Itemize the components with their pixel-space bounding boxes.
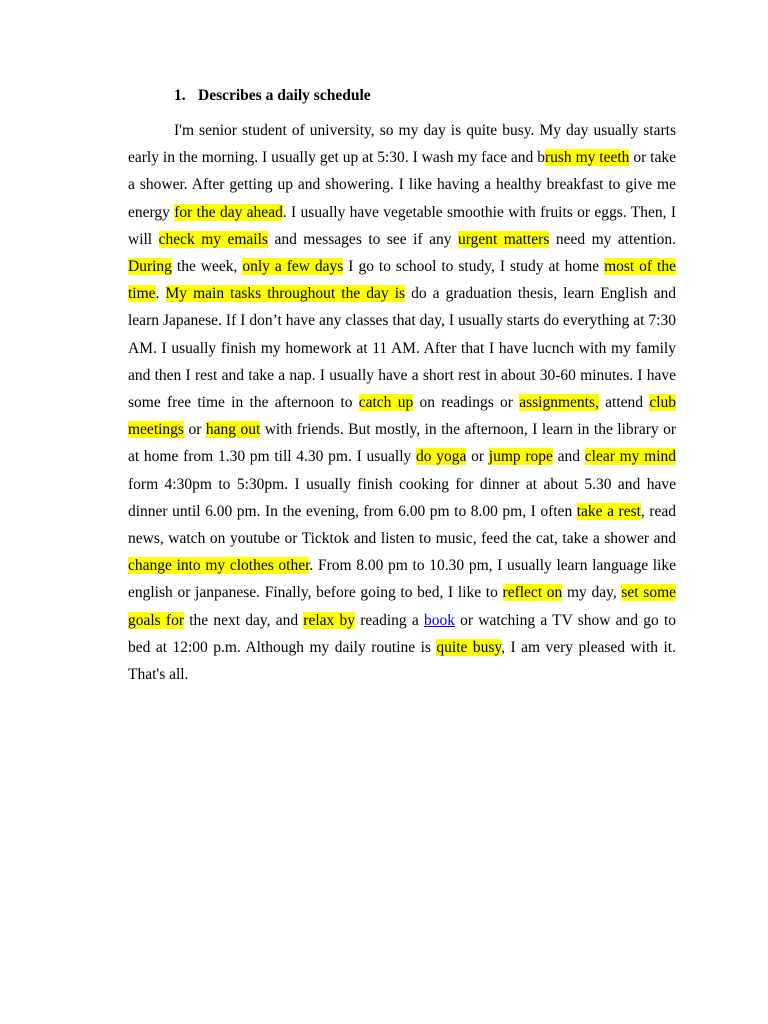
highlighted-phrase: During [128, 258, 172, 276]
text-run: attend [598, 394, 650, 412]
highlighted-phrase: set some goals for [128, 584, 677, 629]
highlighted-phrase: rush my teeth [544, 149, 630, 167]
text-run: and messages to see if any [267, 230, 458, 248]
highlighted-phrase: urgent matters [457, 230, 550, 248]
highlighted-phrase: clear my mind [584, 448, 677, 466]
body-paragraph [128, 117, 676, 688]
highlighted-phrase: for the day ahead [174, 203, 283, 221]
text-run: I'm senior student of university, so my day is quite busy. My day usually starts early in the morning. I usually get up at 5:30. I wash my face and b [128, 122, 676, 167]
text-run: the week, [171, 258, 243, 276]
highlighted-phrase: jump rope [488, 448, 553, 466]
heading-text: Describes a daily schedule [198, 87, 371, 104]
highlighted-phrase: do yoga [416, 448, 467, 466]
text-run: my day, [562, 584, 622, 602]
text-run: need my attention. [549, 230, 676, 248]
text-run: . [155, 285, 166, 303]
highlighted-phrase: club meetings [128, 394, 677, 439]
text-run: or take a shower. After getting up and showering. I like having a healthy breakfast to give me energy [128, 149, 676, 221]
highlighted-phrase: assignments, [519, 394, 599, 412]
highlighted-phrase: most of the time [128, 258, 676, 303]
text-run: , read news, watch on youtube or Ticktok and listen to music, feed the cat, take a shower and [128, 502, 677, 548]
text-run: or [183, 421, 206, 439]
highlighted-phrase: check my emails [158, 230, 268, 248]
highlighted-phrase: take a rest [576, 502, 641, 520]
text-run: or [466, 448, 489, 466]
text-run: form 4:30pm to 5:30pm. I usually finish cooking for dinner at about 5.30 and have dinner until 6.00 pm. In the evening, from 6.00 pm to 8.00 pm, I often [128, 475, 676, 520]
highlighted-phrase: relax by [303, 611, 355, 629]
highlighted-phrase: change into my clothes other [128, 557, 310, 575]
text-run: reading a [354, 611, 424, 629]
highlighted-phrase: only a few days [242, 258, 344, 276]
highlighted-phrase: quite busy [436, 638, 502, 656]
text-run: the next day, and [184, 611, 304, 629]
highlighted-phrase: hang out [205, 421, 261, 439]
text-run: or watching a TV show and go to bed at 12:00 p.m. Although my daily routine is [128, 611, 676, 656]
text-run: I go to school to study, I study at home [343, 258, 605, 276]
text-run: . From 8.00 pm to 10.30 pm, I usually learn language like english or janpanese. Finally, before going to bed, I like to [128, 557, 676, 602]
text-run: , I am very pleased with it. That's all. [128, 638, 676, 684]
text-run: do a graduation thesis, learn English and learn Japanese. If I don’t have any classes that day, I usually starts do everything at 7:30 AM. I usually finish my homework at 11 AM. After that I have lucnch with my family and then I rest and take a nap. I usually have a short rest in about 30-60 minutes. I have some free time in the afternoon to [128, 285, 677, 412]
text-run: on readings or [413, 394, 520, 412]
highlighted-phrase: My main tasks throughout the day is [165, 285, 406, 303]
book-link[interactable]: book [423, 611, 455, 629]
text-run: . I usually have vegetable smoothie with fruits or eggs. Then, I will [128, 203, 677, 248]
heading-number: 1. [174, 87, 186, 104]
highlighted-phrase: catch up [358, 394, 414, 412]
highlighted-phrase: reflect on [502, 584, 563, 602]
text-run: and [552, 448, 585, 466]
text-run: with friends. But mostly, in the afternoon, I learn in the library or at home from 1.30 pm till 4.30 pm. I usually [128, 421, 677, 466]
section-heading [174, 86, 371, 106]
